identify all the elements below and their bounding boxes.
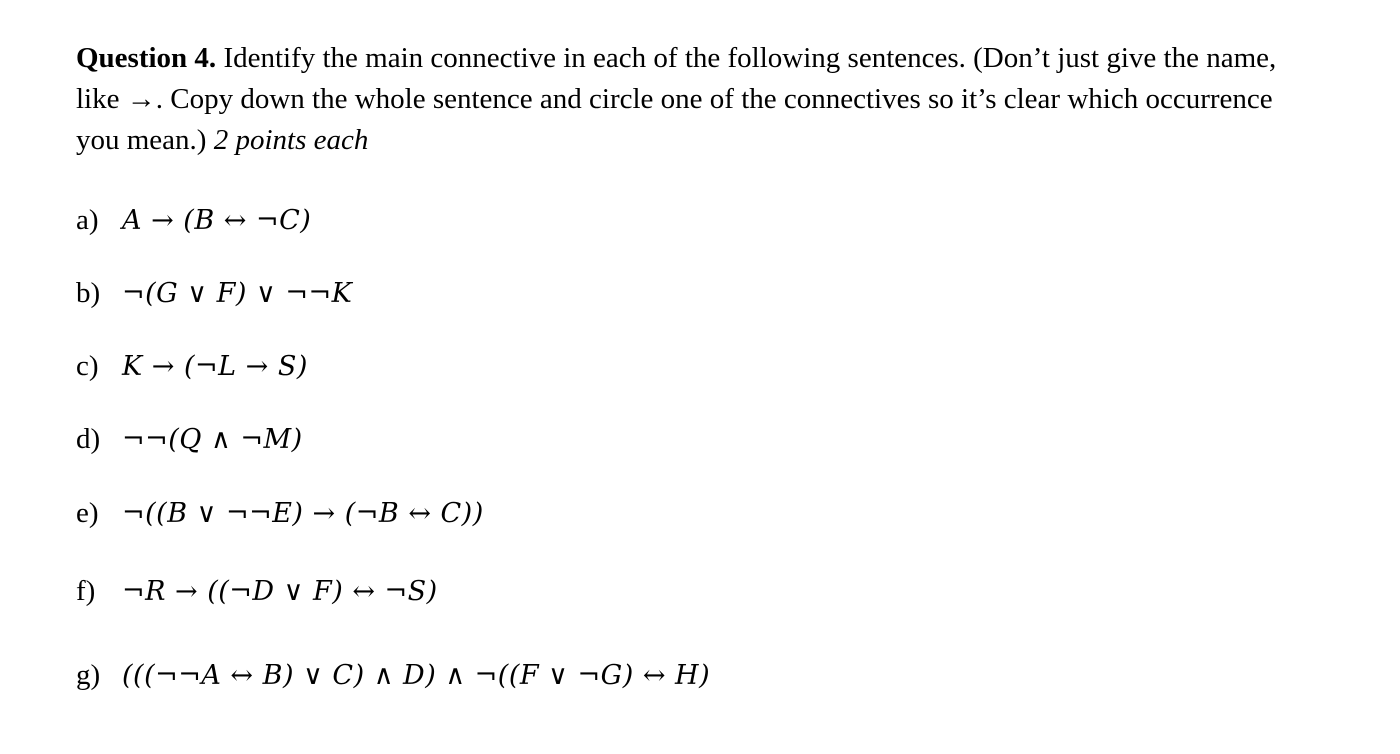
item-formula: ¬((B ∨ ¬¬E) → (¬B ↔ C)) bbox=[122, 497, 484, 529]
item-letter: d) bbox=[76, 422, 101, 455]
item-formula: K → (¬L → S) bbox=[122, 350, 308, 382]
item-formula: ¬(G ∨ F) ∨ ¬¬K bbox=[122, 277, 353, 309]
list-item bbox=[76, 414, 303, 464]
list-item bbox=[76, 341, 308, 391]
item-formula: ¬R → ((¬D ∨ F) ↔ ¬S) bbox=[122, 575, 438, 607]
item-letter: e) bbox=[76, 496, 99, 529]
item-letter: c) bbox=[76, 349, 99, 382]
list-item bbox=[76, 488, 484, 538]
list-item bbox=[76, 195, 311, 245]
item-formula: ¬¬(Q ∧ ¬M) bbox=[122, 423, 303, 455]
list-item bbox=[76, 650, 710, 700]
item-formula: A → (B ↔ ¬C) bbox=[122, 204, 312, 236]
list-item bbox=[76, 566, 438, 616]
item-letter: f) bbox=[76, 574, 96, 607]
list-item bbox=[76, 268, 352, 318]
item-formula: (((¬¬A ↔ B) ∨ C) ∧ D) ∧ ¬((F ∨ ¬G) ↔ H) bbox=[122, 659, 711, 691]
question-text: Identify the main connective in each of the following sentences. (Don’t just give the name, like →. Copy down the whole sentence and circle one of the connectives so it’s clear which occurrence you mean.) bbox=[76, 42, 1277, 156]
points-note: 2 points each bbox=[213, 124, 369, 156]
item-letter: a) bbox=[76, 203, 99, 236]
question-label: Question 4. bbox=[76, 42, 217, 74]
question-prompt bbox=[76, 38, 1316, 161]
item-letter: b) bbox=[76, 276, 101, 309]
item-letter: g) bbox=[76, 658, 101, 691]
